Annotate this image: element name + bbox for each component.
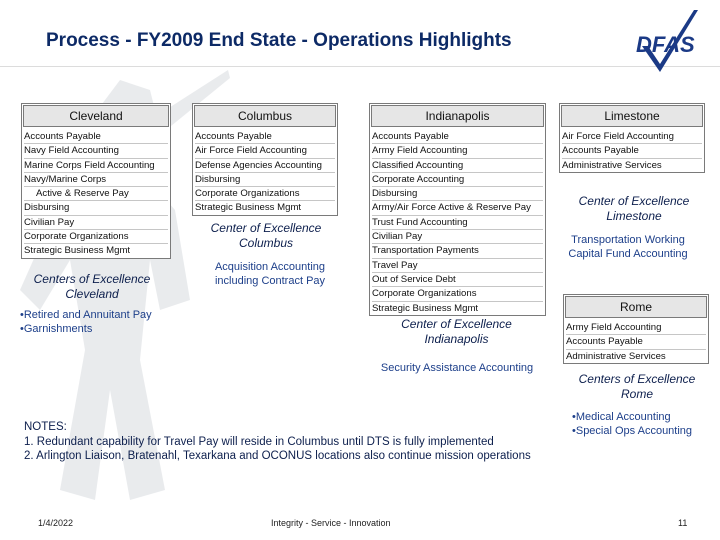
site-header-cleveland: Cleveland xyxy=(23,105,169,127)
function-item: Strategic Business Mgmt xyxy=(24,245,131,257)
site-header-columbus: Columbus xyxy=(194,105,336,127)
coe-item: •Garnishments xyxy=(20,323,93,335)
notes-block xyxy=(24,420,531,464)
coe-label-limestone: Center of Excellence Limestone xyxy=(578,194,690,223)
function-item: Corporate Accounting xyxy=(372,173,543,187)
site-box-rome xyxy=(563,294,709,364)
footer-tagline: Integrity - Service - Innovation xyxy=(271,518,391,528)
function-list-limestone xyxy=(560,128,704,172)
site-box-cleveland xyxy=(21,103,171,259)
function-item: Accounts Payable xyxy=(195,130,335,144)
site-header-indianapolis: Indianapolis xyxy=(371,105,544,127)
site-box-indianapolis xyxy=(369,103,546,316)
logo-text: DFAS xyxy=(636,32,695,57)
function-item: Army/Air Force Active & Reserve Pay xyxy=(372,201,543,215)
function-item: Transportation Payments xyxy=(372,244,543,258)
coe-items-cleveland xyxy=(20,308,152,336)
function-item: Disbursing xyxy=(372,187,543,201)
function-item: Administrative Services xyxy=(566,350,666,362)
function-item: Navy Field Accounting xyxy=(24,144,168,158)
title-divider xyxy=(0,66,720,67)
coe-label-rome: Centers of Excellence Rome xyxy=(578,372,696,401)
function-item: Army Field Accounting xyxy=(566,321,706,335)
footer-date: 1/4/2022 xyxy=(38,518,74,528)
function-item: Corporate Organizations xyxy=(372,287,543,301)
notes-line: 1. Redundant capability for Travel Pay will reside in Columbus until DTS is fully implemented xyxy=(24,435,494,448)
function-item: Civilian Pay xyxy=(24,216,168,230)
coe-item: •Medical Accounting xyxy=(572,411,671,423)
function-item: Strategic Business Mgmt xyxy=(372,302,479,314)
function-item: Trust Fund Accounting xyxy=(372,216,543,230)
function-item: Active & Reserve Pay xyxy=(24,187,168,201)
function-item: Travel Pay xyxy=(372,259,543,273)
page-title: Process - FY2009 End State - Operations Highlights xyxy=(46,30,512,51)
coe-label-columbus: Center of Excellence Columbus xyxy=(210,221,322,250)
coe-label-indianapolis: Center of Excellence Indianapolis xyxy=(401,317,512,346)
function-item: Accounts Payable xyxy=(24,130,168,144)
function-item: Corporate Organizations xyxy=(24,230,168,244)
dfas-logo xyxy=(632,8,702,74)
site-header-rome: Rome xyxy=(565,296,707,318)
notes-heading: NOTES: xyxy=(24,421,67,433)
coe-item: •Special Ops Accounting xyxy=(572,425,693,437)
site-box-columbus xyxy=(192,103,338,216)
function-item: Army Field Accounting xyxy=(372,144,543,158)
coe-items-rome xyxy=(572,410,692,438)
function-item: Marine Corps Field Accounting xyxy=(24,159,168,173)
coe-desc-columbus: Acquisition Accounting including Contract Pay xyxy=(214,261,326,287)
notes-line: 2. Arlington Liaison, Bratenahl, Texarkana and OCONUS locations also continue mission operations xyxy=(24,450,531,462)
function-item: Disbursing xyxy=(24,201,168,215)
function-item: Corporate Organizations xyxy=(195,187,335,201)
function-item: Administrative Services xyxy=(562,159,662,171)
coe-desc-limestone: Transportation Working Capital Fund Accounting xyxy=(568,234,688,260)
site-header-limestone: Limestone xyxy=(561,105,703,127)
site-box-limestone xyxy=(559,103,705,173)
function-list-cleveland xyxy=(22,128,170,258)
function-item: Defense Agencies Accounting xyxy=(195,159,335,173)
function-list-columbus xyxy=(193,128,337,215)
page-number: 11 xyxy=(678,518,688,528)
function-item: Navy/Marine Corps xyxy=(24,173,168,187)
function-item: Disbursing xyxy=(195,173,335,187)
function-item: Air Force Field Accounting xyxy=(562,130,702,144)
function-item: Strategic Business Mgmt xyxy=(195,202,302,214)
function-item: Accounts Payable xyxy=(566,335,706,349)
function-item: Air Force Field Accounting xyxy=(195,144,335,158)
coe-desc-indianapolis: Security Assistance Accounting xyxy=(380,362,534,374)
function-item: Accounts Payable xyxy=(372,130,543,144)
coe-item: •Retired and Annuitant Pay xyxy=(20,309,152,321)
function-item: Civilian Pay xyxy=(372,230,543,244)
function-list-indianapolis xyxy=(370,128,545,315)
function-list-rome xyxy=(564,319,708,363)
function-item: Classified Accounting xyxy=(372,159,543,173)
function-item: Out of Service Debt xyxy=(372,273,543,287)
coe-label-cleveland: Centers of Excellence Cleveland xyxy=(33,272,151,301)
function-item: Accounts Payable xyxy=(562,144,702,158)
